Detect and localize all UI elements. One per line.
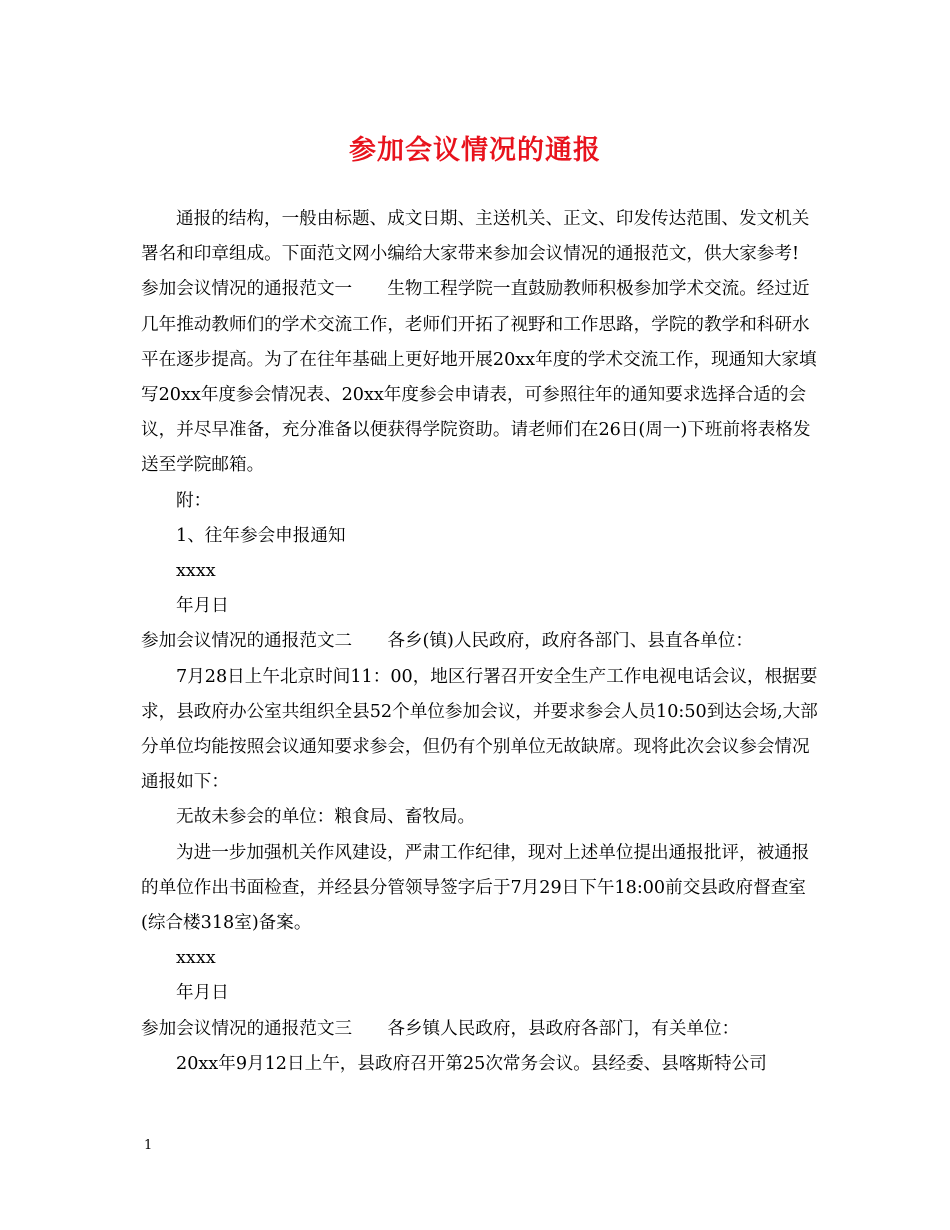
paragraph-sample-two-body: 7月28日上午北京时间11：00，地区行署召开安全生产工作电视电话会议，根据要求，县政府办公室共组织全县52个单位参加会议，并要求参会人员10:50到达会场,大部分单位均能按照会议通知要求参会，但仍有个别单位无故缺席。现将此次会议参会情况通报如下： [141, 666, 818, 793]
paragraph-intro: 通报的结构，一般由标题、成文日期、主送机关、正文、印发传达范围、发文机关署名和印章组成。下面范文网小编给大家带来参加会议情况的通报范文，供大家参考! [141, 209, 810, 265]
paragraph-signature: xxxx [176, 561, 216, 582]
paragraph-absent-units: 无故未参会的单位：粮食局、畜牧局。 [176, 807, 476, 828]
paragraph-attachment-label: 附： [176, 490, 212, 511]
paragraph-sample-three-heading: 参加会议情况的通报范文三 各乡镇人民政府，县政府各部门，有关单位： [141, 1018, 740, 1039]
paragraph-criticism: 为进一步加强机关作风建设，严肃工作纪律，现对上述单位提出通报批评，被通报的单位作出书面检查，并经县分管领导签字后于7月29日下午18:00前交县政府督查室(综合楼318室)备案。 [141, 842, 810, 934]
paragraph-date: 年月日 [176, 596, 229, 617]
paragraph-sample-one: 参加会议情况的通报范文一 生物工程学院一直鼓励教师积极参加学术交流。经过近几年推动教师们的学术交流工作，老师们开拓了视野和工作思路，学院的教学和科研水平在逐步提高。为了在往年基础上更好地开展20xx年度的学术交流工作，现通知大家填写20xx年度参会情况表、20xx年度参会申请表，可参照往年的通知要求选择合适的会议，并尽早准备，充分准备以便获得学院资助。请老师们在26日(周一)下班前将表格发送至学院邮箱。 [141, 279, 817, 476]
paragraph-attachment-item: 1、往年参会申报通知 [176, 525, 346, 546]
paragraph-date-two: 年月日 [176, 983, 229, 1004]
page-number: 1 [144, 1138, 153, 1153]
paragraph-sample-two-heading: 参加会议情况的通报范文二 各乡(镇)人民政府，政府各部门、县直各单位： [141, 631, 753, 652]
paragraph-sample-three-body: 20xx年9月12日上午，县政府召开第25次常务会议。县经委、县喀斯特公司 [176, 1053, 767, 1074]
document-title: 参加会议情况的通报 [349, 135, 601, 166]
paragraph-signature-two: xxxx [176, 948, 216, 969]
document-body [141, 202, 826, 1082]
